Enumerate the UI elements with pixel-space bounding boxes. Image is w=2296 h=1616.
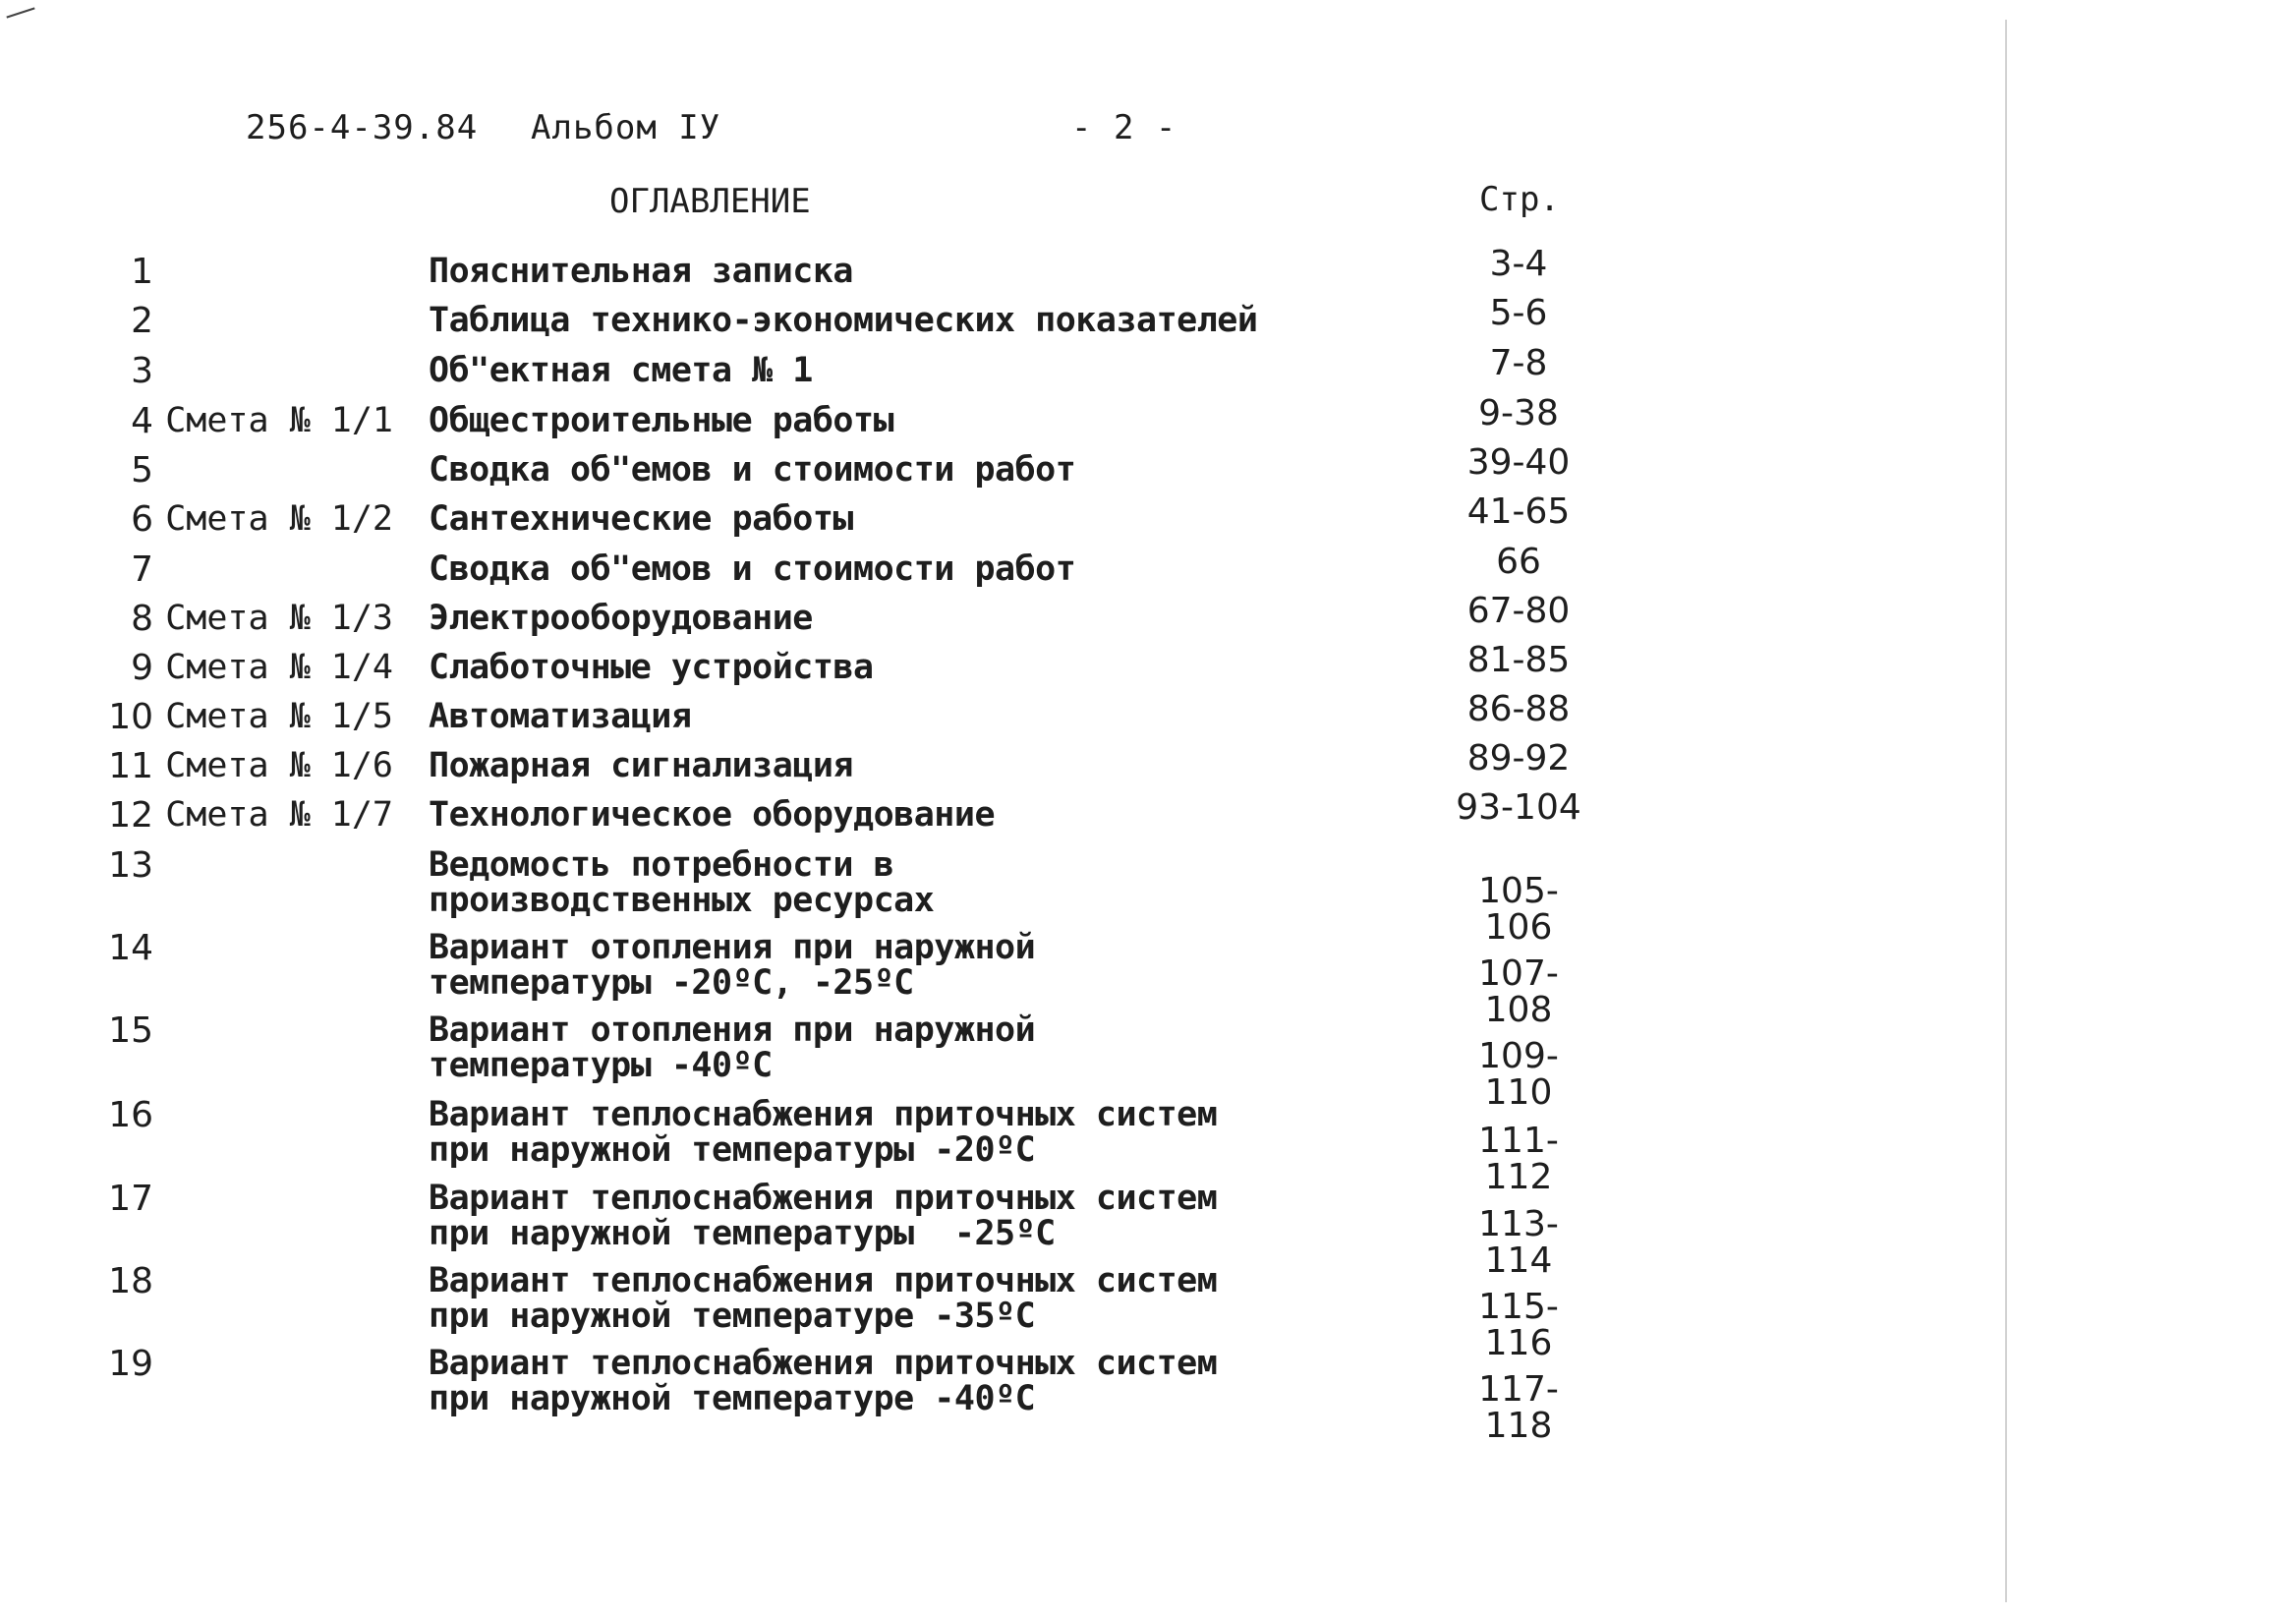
entry-pages: 9-38 (1478, 393, 1559, 433)
entry-number: 19 (108, 1344, 153, 1384)
album-label: Альбом IУ (531, 108, 721, 147)
entry-number: 13 (108, 845, 153, 886)
entry-pages: 39-40 (1466, 442, 1571, 483)
entry-pages: 7-8 (1489, 343, 1548, 383)
entry-title-line: Пожарная сигнализация (429, 746, 854, 785)
entry-number: 3 (131, 351, 153, 391)
entry-number: 15 (108, 1010, 153, 1051)
estimate-label: Смета № 1/1 (165, 401, 393, 440)
entry-pages: 81-85 (1466, 640, 1571, 680)
entry-pages: 89-92 (1466, 738, 1571, 779)
entry-title-line: Вариант отопления при наружной (429, 1010, 1036, 1050)
entry-number: 16 (108, 1095, 153, 1135)
scan-mark (6, 7, 34, 18)
entry-number: 17 (108, 1179, 153, 1219)
entry-title-line: при наружной температуре -35ºС (429, 1297, 1036, 1336)
entry-title-line: Вариант теплоснабжения приточных систем (429, 1095, 1218, 1134)
entry-number: 4 (131, 401, 153, 441)
entry-title-line: Вариант теплоснабжения приточных систем (429, 1261, 1218, 1300)
entry-title-line: Об"ектная смета № 1 (429, 351, 813, 390)
page-edge-line (2005, 20, 2007, 1602)
entry-pages: 115-116 (1478, 1287, 1559, 1363)
document-code: 256-4-39.84 (246, 108, 479, 147)
entry-pages: 105-106 (1478, 871, 1559, 948)
estimate-label: Смета № 1/5 (165, 697, 393, 736)
entry-title-line: при наружной температуре -40ºС (429, 1379, 1036, 1418)
estimate-label: Смета № 1/4 (165, 648, 393, 687)
estimate-label: Смета № 1/2 (165, 499, 393, 539)
entry-pages: 5-6 (1489, 293, 1548, 333)
entry-pages: 109-110 (1478, 1036, 1559, 1113)
entry-number: 10 (108, 697, 153, 737)
entry-number: 6 (131, 499, 153, 540)
entry-pages: 117-118 (1478, 1369, 1559, 1446)
entry-title-line: Электрооборудование (429, 599, 813, 638)
entry-pages: 3-4 (1489, 244, 1548, 284)
entry-number: 8 (131, 599, 153, 639)
entry-title-line: Технологическое оборудование (429, 795, 996, 835)
entry-title-line: Слаботочные устройства (429, 648, 874, 687)
entry-title-line: Общестроительные работы (429, 401, 894, 440)
entry-number: 9 (131, 648, 153, 688)
entry-pages: 107-108 (1478, 953, 1559, 1030)
entry-title-line: Автоматизация (429, 697, 692, 736)
entry-title-line: Сводка об"емов и стоимости работ (429, 450, 1076, 490)
estimate-label: Смета № 1/7 (165, 795, 393, 835)
entry-title-line: Ведомость потребности в (429, 845, 894, 885)
entry-number: 12 (108, 795, 153, 836)
entry-pages: 67-80 (1466, 591, 1571, 631)
entry-title-line: производственных ресурсах (429, 881, 935, 920)
entry-title-line: при наружной температуры -20ºС (429, 1130, 1036, 1170)
entry-number: 14 (108, 928, 153, 968)
entry-title-line: Пояснительная записка (429, 252, 854, 291)
pages-column-header: Стр. (1479, 180, 1560, 219)
entry-pages: 113-114 (1478, 1204, 1559, 1281)
entry-number: 1 (131, 252, 153, 292)
entry-title-line: Сводка об"емов и стоимости работ (429, 549, 1076, 589)
entry-pages: 93-104 (1456, 787, 1581, 828)
entry-pages: 41-65 (1466, 491, 1571, 532)
estimate-label: Смета № 1/6 (165, 746, 393, 785)
entry-number: 5 (131, 450, 153, 491)
entry-number: 7 (131, 549, 153, 590)
estimate-label: Смета № 1/3 (165, 599, 393, 638)
page-number: - 2 - (1071, 108, 1177, 147)
entry-title-line: Таблица технико-экономических показателей (429, 301, 1258, 340)
entry-title-line: Сантехнические работы (429, 499, 854, 539)
entry-number: 18 (108, 1261, 153, 1301)
entry-title-line: Вариант теплоснабжения приточных систем (429, 1179, 1218, 1218)
toc-title: ОГЛАВЛЕНИЕ (609, 182, 811, 221)
entry-pages: 86-88 (1466, 689, 1571, 729)
entry-title-line: Вариант теплоснабжения приточных систем (429, 1344, 1218, 1383)
entry-pages: 66 (1496, 542, 1541, 582)
entry-title-line: температуры -20ºС, -25ºС (429, 963, 914, 1003)
entry-title-line: Вариант отопления при наружной (429, 928, 1036, 967)
entry-title-line: при наружной температуры -25ºС (429, 1214, 1056, 1253)
entry-number: 2 (131, 301, 153, 341)
entry-pages: 111-112 (1478, 1121, 1559, 1197)
entry-number: 11 (108, 746, 153, 786)
entry-title-line: температуры -40ºС (429, 1046, 773, 1085)
